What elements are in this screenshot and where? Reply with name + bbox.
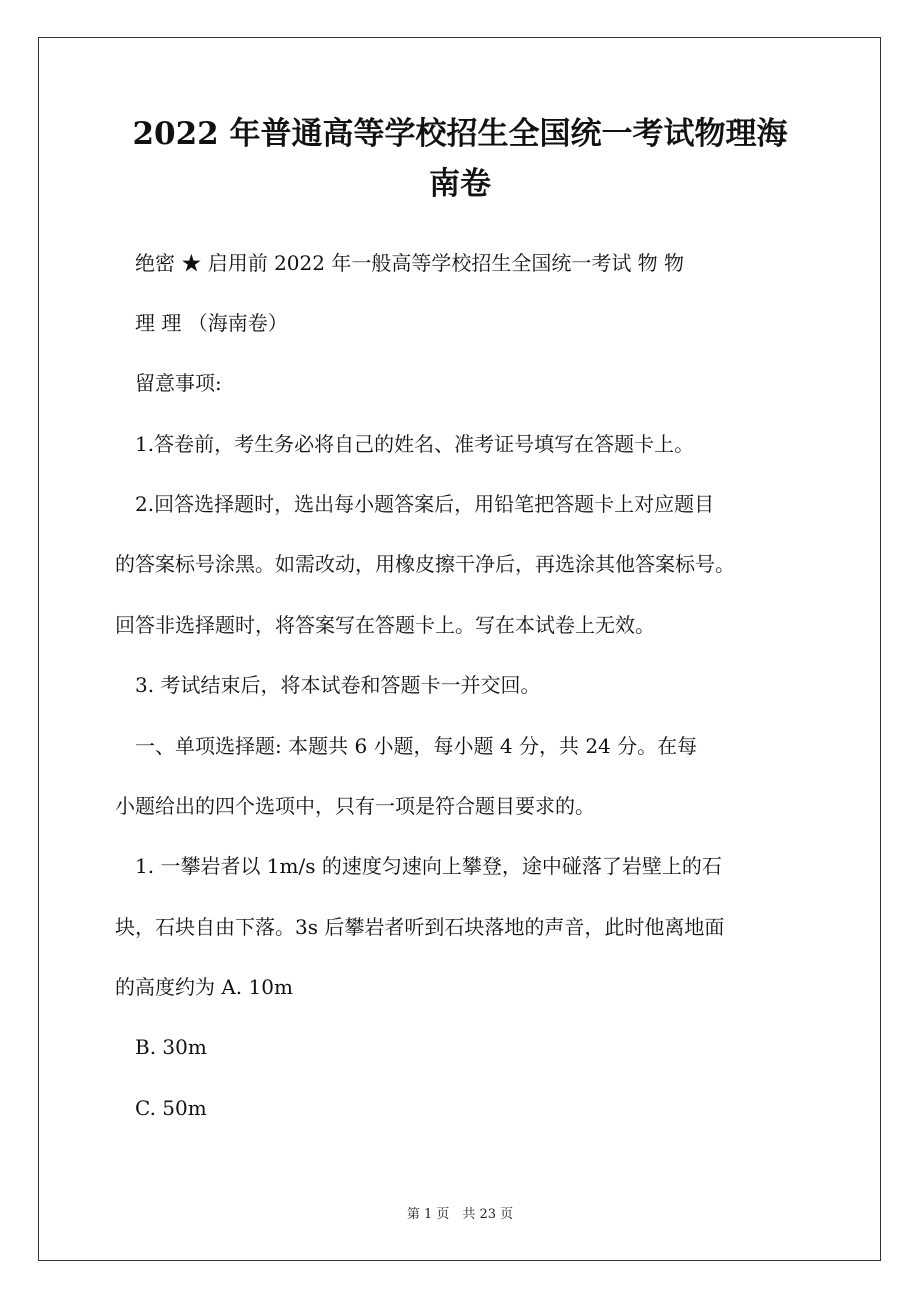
text-line: 1.答卷前，考生务必将自己的姓名、准考证号填写在答题卡上。 xyxy=(115,432,695,456)
text-line: 块，石块自由下落。3s 后攀岩者听到石块落地的声音，此时他离地面 xyxy=(115,915,725,939)
text-line: C. 50m xyxy=(115,1096,207,1120)
document-title-line-2: 南卷 xyxy=(429,166,491,202)
page-border xyxy=(38,37,881,1261)
text-line: 2.回答选择题时，选出每小题答案后，用铅笔把答题卡上对应题目 xyxy=(115,492,715,516)
text-line: B. 30m xyxy=(115,1035,207,1059)
text-line: 小题给出的四个选项中，只有一项是符合题目要求的。 xyxy=(115,794,595,818)
text-line: 理 理 （海南卷） xyxy=(115,311,288,335)
text-line: 的答案标号涂黑。如需改动，用橡皮擦干净后，再选涂其他答案标号。 xyxy=(115,552,735,576)
text-line: 留意事项: xyxy=(115,371,222,395)
text-line: 1. 一攀岩者以 1m/s 的速度匀速向上攀登，途中碰落了岩壁上的石 xyxy=(115,854,722,878)
text-line: 回答非选择题时，将答案写在答题卡上。写在本试卷上无效。 xyxy=(115,613,655,637)
text-line: 3. 考试结束后，将本试卷和答题卡一并交回。 xyxy=(115,673,541,697)
text-line: 绝密 ★ 启用前 2022 年一般高等学校招生全国统一考试 物 物 xyxy=(115,251,685,275)
text-line: 一、单项选择题: 本题共 6 小题，每小题 4 分，共 24 分。在每 xyxy=(115,734,698,758)
document-title-line-1: 2022 年普通高等学校招生全国统一考试物理海 xyxy=(132,116,788,152)
text-line: 的高度约为 A. 10m xyxy=(115,975,293,999)
page-footer: 第 1 页 共 23 页 xyxy=(406,1207,514,1222)
